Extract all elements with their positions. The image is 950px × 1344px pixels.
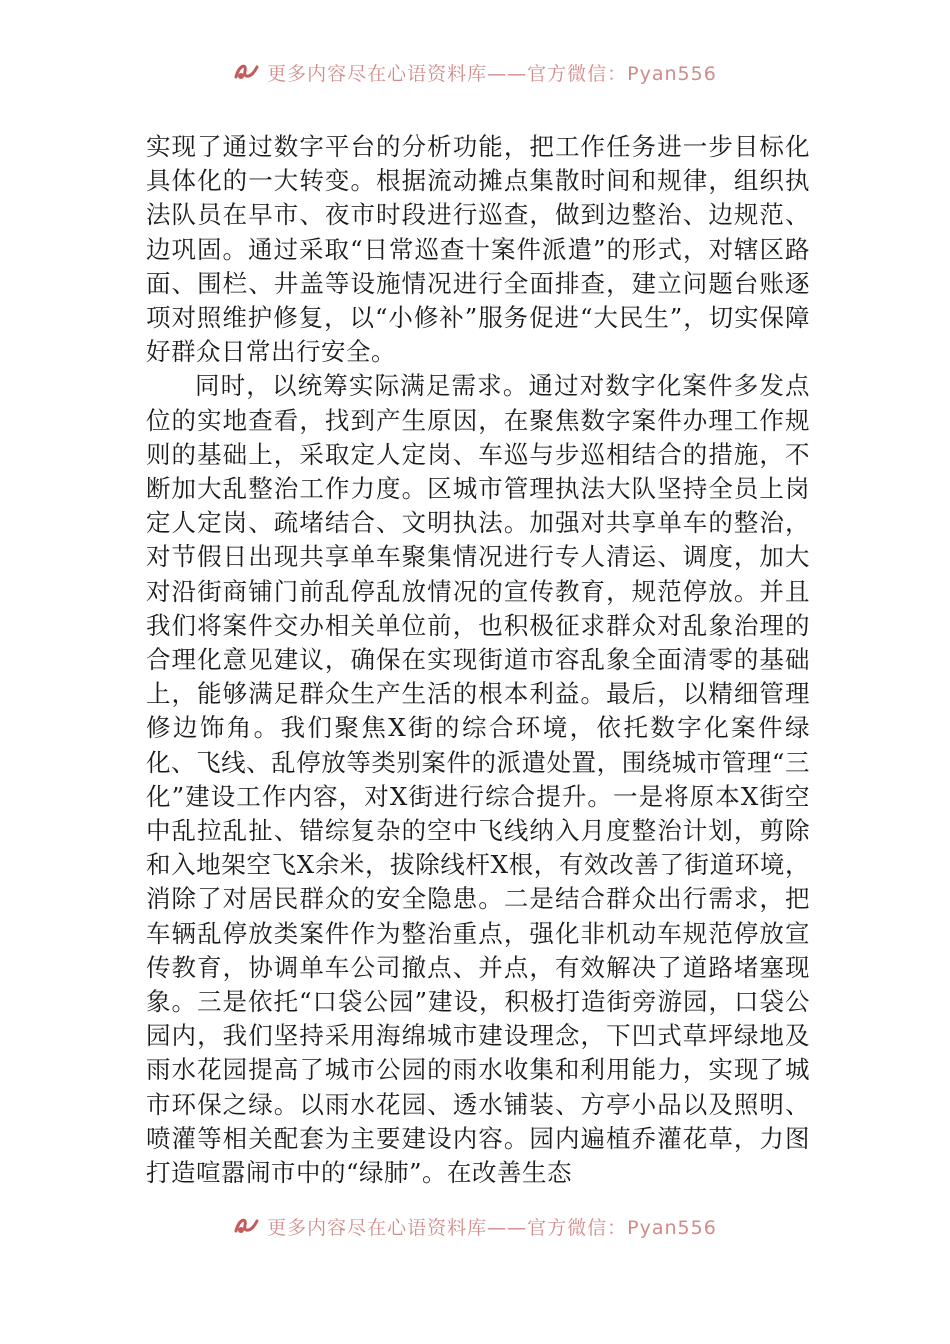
watermark-footer bbox=[0, 1212, 950, 1240]
watermark-logo-icon bbox=[233, 1215, 261, 1237]
watermark-logo-icon bbox=[233, 61, 261, 83]
paragraph-1: 实现了通过数字平台的分析功能，把工作任务进一步目标化具体化的一大转变。根据流动摊点集散时间和规律，组织执法队员在早市、夜市时段进行巡查，做到边整治、边规范、边巩固。通过采取“日常巡查十案件派遣”的形式，对辖区路面、围栏、井盖等设施情况进行全面排查，建立问题台账逐项对照维护修复，以“小修补”服务促进“大民生”，切实保障好群众日常出行安全。 bbox=[146, 132, 810, 367]
paragraph-2: 同时，以统筹实际满足需求。通过对数字化案件多发点位的实地查看，找到产生原因，在聚焦数字案件办理工作规则的基础上，采取定人定岗、车巡与步巡相结合的措施，不断加大乱整治工作力度。区城市管理执法大队坚持全员上岗定人定岗、疏堵结合、文明执法。加强对共享单车的整治，对节假日出现共享单车聚集情况进行专人清运、调度，加大对沿街商铺门前乱停乱放情况的宣传教育，规范停放。并且我们将案件交办相关单位前，也积极征求群众对乱象治理的合理化意见建议，确保在实现街道市容乱象全面清零的基础上，能够满足群众生产生活的根本利益。最后，以精细管理修边饰角。我们聚焦X街的综合环境，依托数字化案件绿化、飞线、乱停放等类别案件的派遣处置，围绕城市管理“三化”建设工作内容，对X街进行综合提升。一是将原本X街空中乱拉乱扯、错综复杂的空中飞线纳入月度整治计划，剪除和入地架空飞X余米，拔除线杆X根，有效改善了街道环境，消除了对居民群众的安全隐患。二是结合群众出行需求，把车辆乱停放类案件作为整治重点，强化非机动车规范停放宣传教育，协调单车公司撤点、并点，有效解决了道路堵塞现象。三是依托“口袋公园”建设，积极打造街旁游园，口袋公园内，我们坚持采用海绵城市建设理念，下凹式草坪绿地及雨水花园提高了城市公园的雨水收集和利用能力，实现了城市环保之绿。以雨水花园、透水铺装、方亭小品以及照明、喷灌等相关配套为主要建设内容。园内遍植乔灌花草，力图打造喧嚣闹市中的“绿肺”。在改善生态 bbox=[146, 371, 810, 1188]
watermark-text: 更多内容尽在心语资料库——官方微信：Pyan556 bbox=[267, 1216, 717, 1239]
watermark-text: 更多内容尽在心语资料库——官方微信：Pyan556 bbox=[267, 62, 717, 85]
document-body bbox=[146, 130, 810, 1190]
watermark-header bbox=[0, 58, 950, 86]
